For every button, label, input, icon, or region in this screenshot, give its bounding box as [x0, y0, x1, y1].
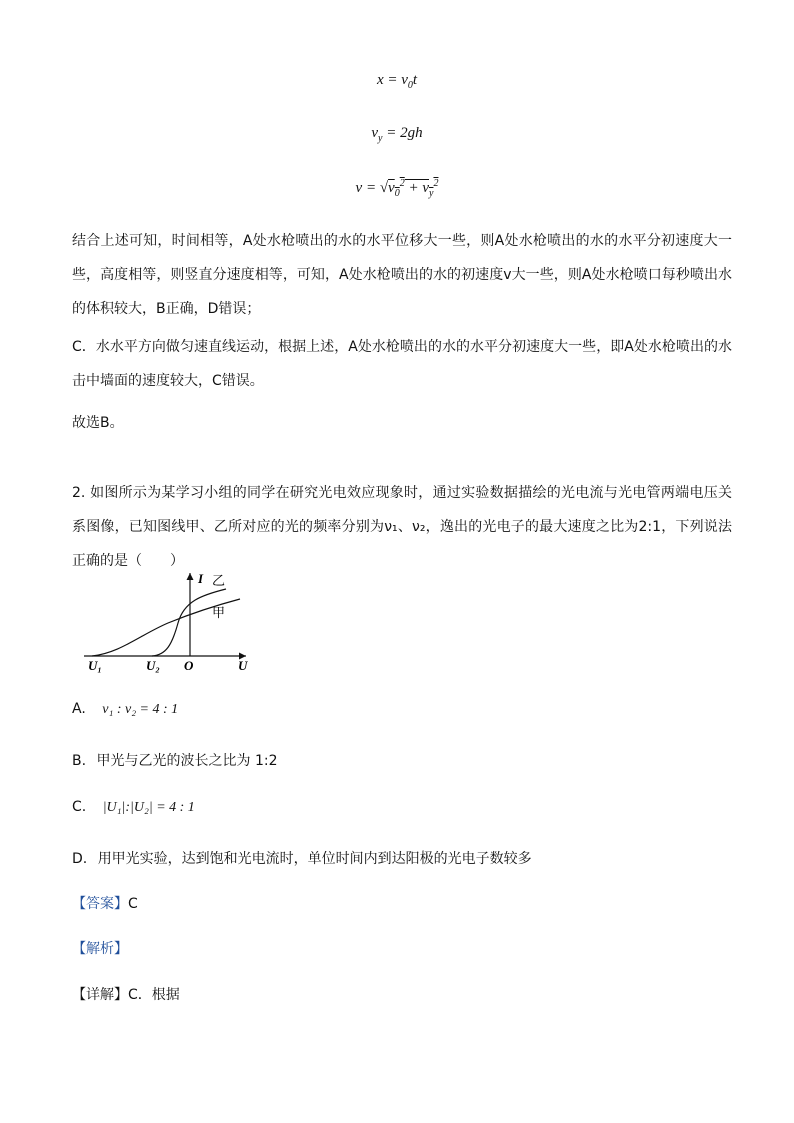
- option-a-label: A.: [72, 701, 86, 717]
- answer-value: C: [128, 896, 138, 912]
- u2-label: U₂: [146, 658, 160, 673]
- option-b-text: 甲光与乙光的波长之比为 1:2: [96, 753, 278, 769]
- explanation-paragraph-2: C．水水平方向做匀速直线运动，根据上述，A处水枪喷出的水的水平分初速度大一些，即A处水枪喷出的水击中墙面的速度较大，C错误。: [72, 339, 732, 389]
- option-b-label: B.: [72, 753, 87, 769]
- detail-line: [72, 984, 180, 1004]
- y-axis-label: I: [198, 571, 204, 586]
- conclusion-paragraph: 故选B。: [72, 415, 124, 431]
- curve-jia-label: 甲: [212, 605, 226, 620]
- option-c-text: |U₁|:|U₂| = 4 : 1: [102, 800, 195, 815]
- curve-yi-label: 乙: [212, 573, 226, 588]
- equation-horizontal-displacement: $x = v_0t$: [376, 72, 418, 91]
- curve-yi: [152, 589, 226, 656]
- option-b: [72, 750, 278, 770]
- explanation-paragraph-1: 结合上述可知，时间相等，A处水枪喷出的水的水平位移大一些，则A处水枪喷出的水的水平分初速度大一些，高度相等，则竖直分速度相等，可知，A处水枪喷出的水的初速度v大一些，则A处水枪喷口每秒喷出水的体积较大，B正确，D错误；: [72, 233, 732, 317]
- answer-label: 【答案】: [72, 896, 128, 912]
- detail-label: 【详解】: [72, 987, 128, 1003]
- x-axis-label: U: [238, 658, 248, 673]
- u1-label: U₁: [88, 658, 102, 673]
- detail-text: C．根据: [128, 987, 180, 1003]
- option-a-text: ν₁ : ν₂ = 4 : 1: [102, 702, 179, 717]
- answer-line: [72, 893, 138, 913]
- option-d-label: D.: [72, 851, 88, 867]
- option-a: [72, 701, 178, 718]
- analysis-line: [72, 938, 128, 958]
- origin-label: O: [184, 658, 194, 673]
- equation-vertical-velocity: $v_y = 2gh$: [371, 125, 423, 144]
- question-2-stem: 2. 如图所示为某学习小组的同学在研究光电效应现象时，通过实验数据描绘的光电流与光电管两端电压关系图像，已知图线甲、乙所对应的光的频率分别为ν₁、ν₂，逸出的光电子的最大速度之比为2:1，下列说法正确的是（ ）: [72, 485, 732, 569]
- analysis-label: 【解析】: [72, 941, 128, 957]
- option-d-text: 用甲光实验，达到饱和光电流时，单位时间内到达阳极的光电子数较多: [97, 851, 532, 867]
- option-c: [72, 799, 195, 816]
- option-c-label: C.: [72, 799, 87, 815]
- equation-resultant-velocity: $v = √v_0^2 + v_y^2$: [355, 178, 439, 199]
- photocurrent-voltage-graph: [80, 565, 260, 675]
- option-d: [72, 848, 532, 868]
